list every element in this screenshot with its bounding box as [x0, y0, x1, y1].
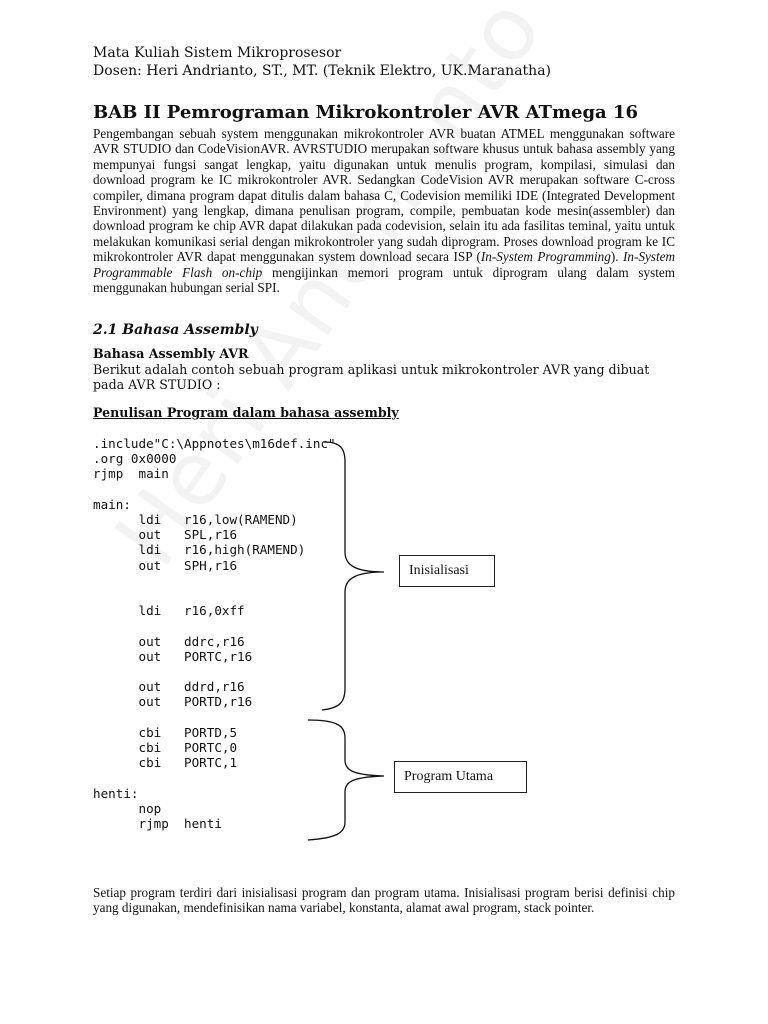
closing-paragraph: Setiap program terdiri dari inisialisasi program dan program utama. Inisialisasi program berisi definisi chip yang digunakan, mendefinisikan nama variabel, konstanta, alamat awal program, stack pointer.	[93, 885, 675, 916]
code-heading: Penulisan Program dalam bahasa assembly	[93, 405, 399, 420]
course-name: Mata Kuliah Sistem Mikroprosesor	[93, 45, 342, 61]
chapter-title: BAB II Pemrograman Mikrokontroler AVR ATmega 16	[93, 102, 639, 123]
intro-text-2: ).	[610, 249, 623, 265]
intro-flash: In-System Programmable Flash on-chip	[93, 249, 675, 280]
main-brace	[308, 720, 384, 840]
section-heading: 2.1 Bahasa Assembly	[93, 322, 258, 338]
assembly-code-listing: .include"C:\Appnotes\m16def.inc" .org 0x0000 rjmp main main: ldi r16,low(RAMEND) out SPL,r16 ldi r16,high(RAMEND) out SPH,r16 ldi r16,0xff out ddrc,r16 out PORTC,r16 out ddrd,r16 out PORTD,r16 cbi PORTD,5 cbi PORTC,0 cbi PORTC,1 henti: nop rjmp henti	[93, 436, 336, 832]
intro-text-1: Pengembangan sebuah system menggunakan mikrokontroler AVR buatan ATMEL menggunakan software AVR STUDIO dan CodeVisionAVR. AVRSTUDIO merupakan software khusus untuk bahasa assembly yang mempunyai fungsi sangat lengkap, yaitu digunakan untuk menulis program, kompilasi, simulasi dan download program ke IC mikrokontroler AVR. Sedangkan CodeVision AVR merupakan software C-cross compiler, dimana program dapat ditulis dalam bahasa C, Codevision memiliki IDE (Integrated Development Environment) yang lengkap, dimana penulisan program, compile, pembuatan kode mesin(assembler) dan download program ke chip AVR dapat dilakukan pada codevision, selain itu ada fasilitas teminal, yaitu untuk melakukan komunikasi serial dengan mikrokontroler yang sudah diprogram. Proses download program ke IC mikrokontroler AVR dapat menggunakan system download secara ISP (	[93, 126, 675, 265]
subsection-heading: Bahasa Assembly AVR	[93, 346, 249, 361]
intro-text-3: mengijinkan memori program untuk diprogram ulang dalam system menggunakan hubungan serial SPI.	[93, 264, 675, 296]
label-inisialisasi: Inisialisasi	[399, 555, 495, 587]
subsection-text: Berikut adalah contoh sebuah program aplikasi untuk mikrokontroler AVR yang dibuat pada AVR STUDIO :	[93, 362, 650, 392]
lecturer-line: Dosen: Heri Andrianto, ST., MT. (Teknik Elektro, UK.Maranatha)	[93, 63, 552, 79]
init-brace	[322, 442, 384, 710]
label-program-utama: Program Utama	[394, 761, 527, 793]
intro-isp: In-System Programming	[480, 249, 611, 265]
